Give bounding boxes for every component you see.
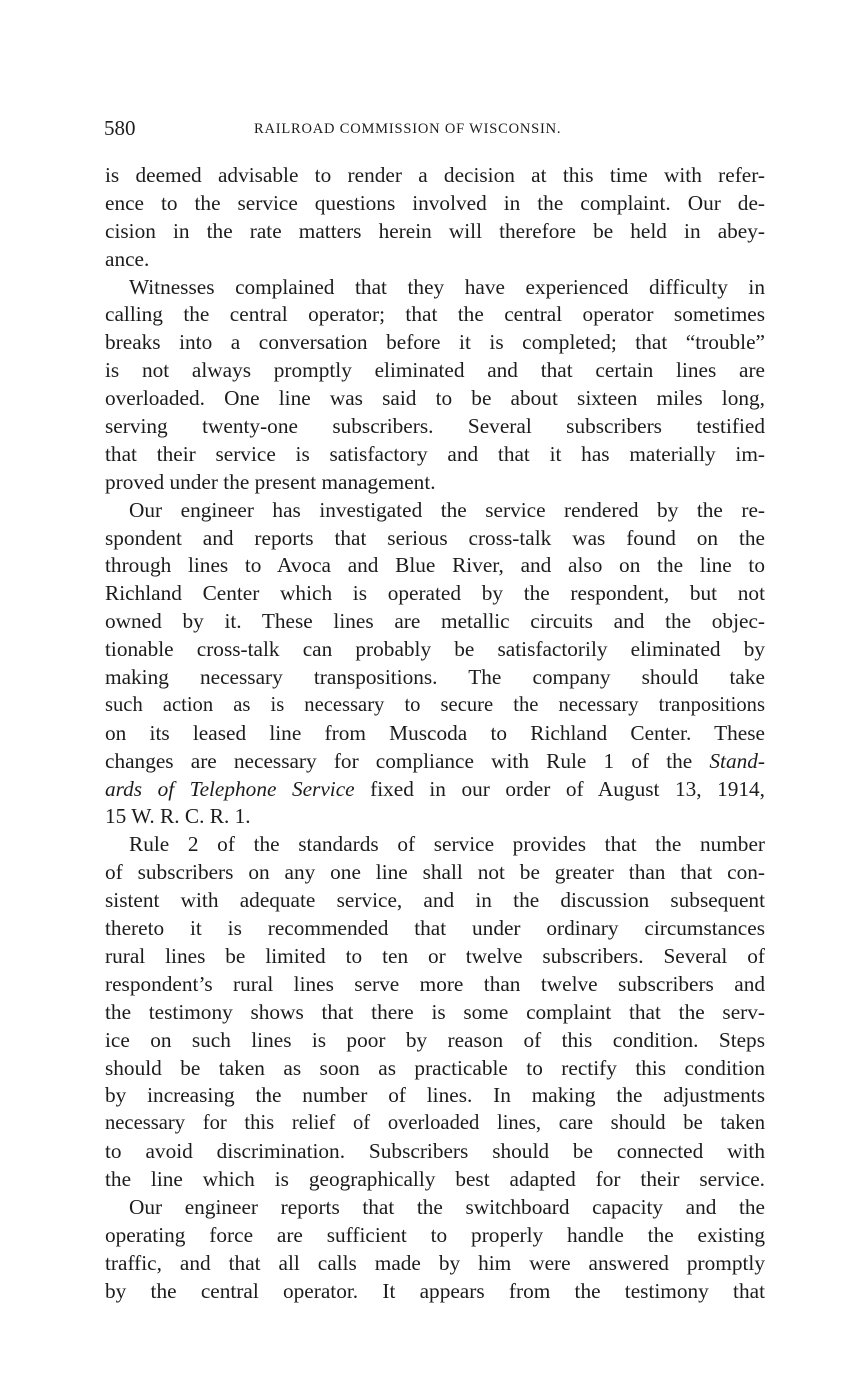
text-line: ance. [105,246,150,271]
text-line: that their service is satisfactory and that it has materially im- [105,441,765,466]
text-line [105,748,765,776]
page-number: 580 [104,116,136,140]
text-line: Our engineer has investigated the service rendered by the re- [129,497,765,522]
text-line: by increasing the number of lines. In making the adjustments [105,1083,765,1108]
paragraph-4 [105,831,765,1194]
text-line: is deemed advisable to render a decision at this time with refer- [105,163,765,187]
text-line: rural lines be limited to ten or twelve subscribers. Several of [105,943,765,968]
text-line: Rule 2 of the standards of service provides that the number [129,832,765,857]
text-line: to avoid discrimination. Subscribers should be connected with [105,1139,765,1164]
paragraph-5 [105,1194,765,1306]
running-head: RAILROAD COMMISSION OF WISCONSIN. [254,121,562,137]
text-line: the testimony shows that there is some complaint that the serv- [105,999,765,1024]
text-line: by the central operator. It appears from the testimony that [105,1278,765,1303]
text-line: owned by it. These lines are metallic circuits and the objec- [105,609,765,634]
text-line: making necessary transpositions. The company should take [105,665,765,690]
paragraph-2 [105,274,765,497]
text-line [105,776,765,804]
text-line: Richland Center which is operated by the respondent, but not [105,581,765,606]
body-text [105,162,765,1306]
text-line: on its leased line from Muscoda to Richland Center. These [105,720,765,745]
text-line: traffic, and that all calls made by him were answered promptly [105,1250,765,1275]
text-line: 15 W. R. C. R. 1. [105,804,251,829]
text-line: Witnesses complained that they have experienced difficulty in [129,274,765,299]
text-line: through lines to Avoca and Blue River, and also on the line to [105,553,765,578]
text-line: operating force are sufficient to properly handle the existing [105,1222,765,1247]
text-line: respondent’s rural lines serve more than twelve subscribers and [105,971,765,996]
text-line: overloaded. One line was said to be about sixteen miles long, [105,386,765,411]
italic-text: ards of Telephone Service [105,776,355,801]
text-line: should be taken as soon as practicable to rectify this condition [105,1055,765,1080]
text-line: thereto it is recommended that under ordinary circumstances [105,916,765,941]
text-line: tionable cross-talk can probably be satisfactorily eliminated by [105,637,765,662]
text-line: ence to the service questions involved in the complaint. Our de- [105,190,765,215]
text-line: of subscribers on any one line shall not be greater than that con- [105,860,765,885]
text-line: ice on such lines is poor by reason of this condition. Steps [105,1027,765,1052]
text-line: serving twenty-one subscribers. Several subscribers testified [105,414,765,439]
text-line: necessary for this relief of overloaded lines, care should be taken [105,1112,765,1135]
text-line: is not always promptly eliminated and that certain lines are [105,358,765,383]
paragraph-1 [105,162,765,274]
text-line: Our engineer reports that the switchboard capacity and the [129,1194,765,1219]
text-line: breaks into a conversation before it is completed; that “trouble” [105,330,765,355]
paragraph-3 [105,497,765,832]
text-segment: fixed in our order of August 13, 1914, [354,776,765,801]
page-header [104,113,764,143]
text-line: calling the central operator; that the central operator sometimes [105,302,765,327]
italic-text: Stand- [709,748,765,773]
text-line: such action as is necessary to secure the necessary tranpositions [105,693,765,716]
text-line: proved under the present management. [105,469,436,494]
text-line: spondent and reports that serious cross-talk was found on the [105,525,765,550]
text-segment: changes are necessary for compliance with Rule 1 of the [105,748,710,773]
text-line: cision in the rate matters herein will therefore be held in abey- [105,218,765,243]
text-line: the line which is geographically best adapted for their service. [105,1167,765,1192]
text-line: sistent with adequate service, and in the discussion subsequent [105,888,765,913]
